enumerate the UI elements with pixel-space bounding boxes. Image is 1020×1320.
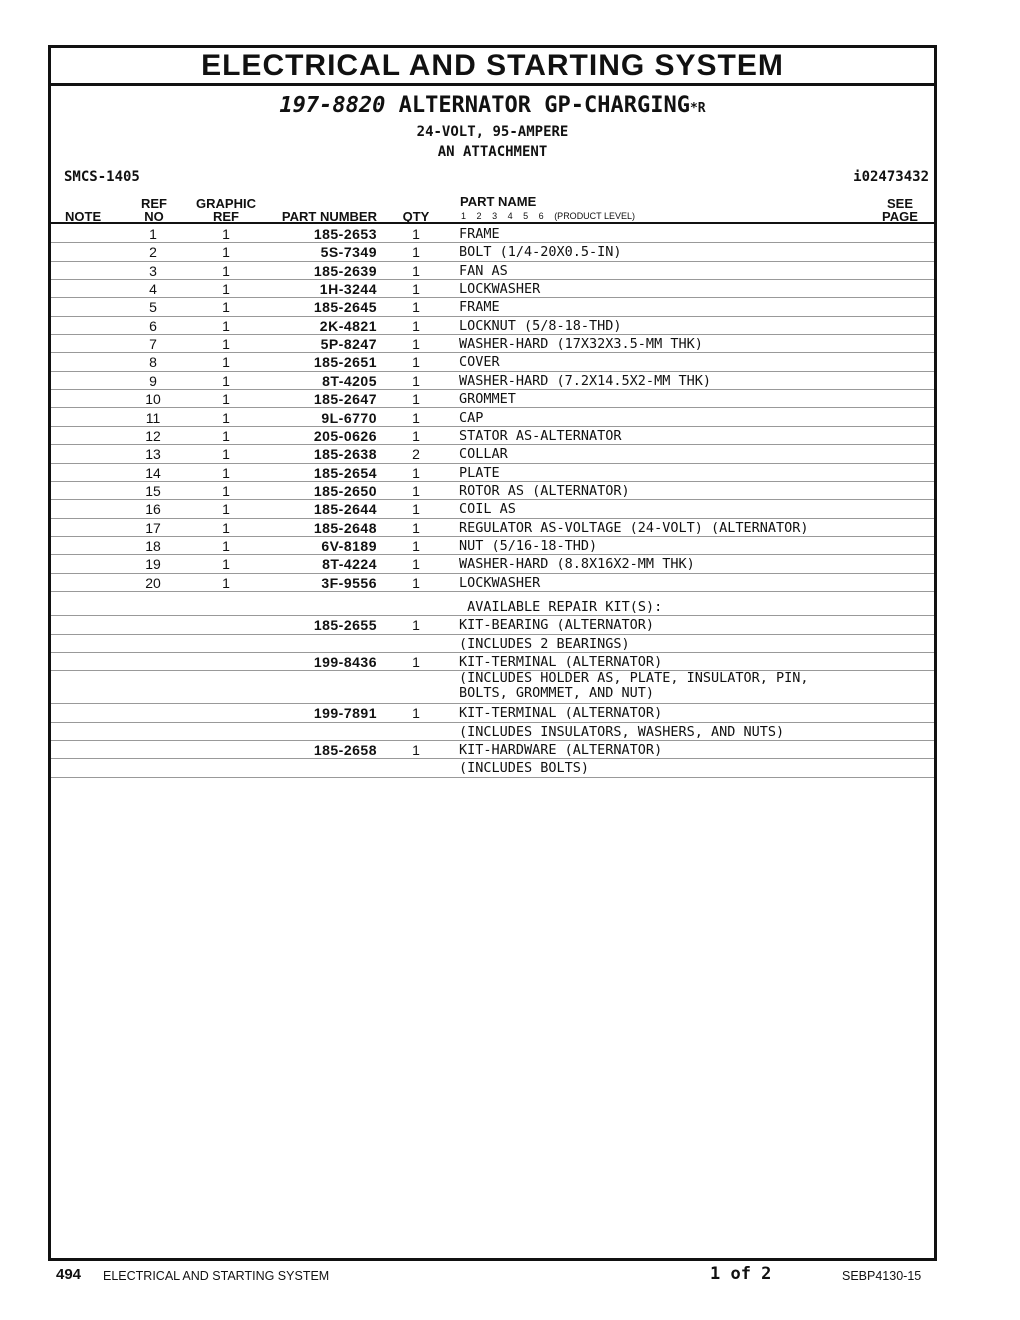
part-number: 8T-4224 [322,556,377,573]
header-ref-top: REF [141,196,167,211]
graphic-ref: 1 [222,336,230,353]
part-number: 185-2653 [313,226,377,242]
table-row [51,482,934,500]
quantity: 1 [412,741,420,758]
graphic-ref: 1 [222,501,230,518]
group-name: ALTERNATOR GP-CHARGING [398,93,690,118]
ref-no: 5 [149,299,157,316]
quantity: 1 [412,705,420,722]
table-row [51,537,934,555]
ref-no: 7 [149,336,157,353]
table-row [51,464,934,482]
part-number: 185-2654 [313,464,377,481]
footer-doc-id: SEBP4130-15 [842,1269,922,1283]
part-number: 1H-3244 [319,281,377,298]
part-name: LOCKNUT (5/8-18-THD) [459,317,622,334]
part-name: (INCLUDES INSULATORS, WASHERS, AND NUTS) [459,723,785,740]
ref-no: 2 [149,244,157,261]
quantity: 1 [412,354,420,371]
graphic-ref: 1 [222,372,230,389]
graphic-ref: 1 [222,299,230,316]
graphic-ref: 1 [222,281,230,298]
header-note: NOTE [65,209,102,224]
footer-section: ELECTRICAL AND STARTING SYSTEM [103,1269,330,1283]
part-number: 9L-6770 [321,409,377,426]
quantity: 1 [412,299,420,316]
part-name: FRAME [459,226,500,242]
quantity: 1 [412,244,420,261]
table-row [51,409,934,427]
header-graphic-top: GRAPHIC [196,196,256,211]
graphic-ref: 1 [222,482,230,499]
quantity: 1 [412,372,420,389]
graphic-ref: 1 [222,354,230,371]
part-name: PLATE [459,464,500,481]
part-name: CAP [459,409,484,426]
table-row [51,317,934,335]
header-see-bottom: PAGE [882,209,918,224]
part-name: KIT-HARDWARE (ALTERNATOR) [459,741,663,758]
header-divider [51,222,934,224]
quantity: 1 [412,556,420,573]
page-frame [48,45,937,1261]
ref-no: 6 [149,317,157,334]
part-name: FAN AS [459,262,508,279]
product-level-6: 6 [538,211,544,221]
part-number: 185-2644 [313,501,377,518]
ref-no: 8 [149,354,157,371]
kit-row [51,704,934,722]
group-attachment: AN ATTACHMENT [437,144,548,160]
product-level-2: 2 [476,211,482,221]
ref-no: 13 [145,446,161,463]
ref-no: 11 [145,409,161,426]
product-level-5: 5 [523,211,529,221]
table-row [51,225,934,243]
quantity: 1 [412,574,420,591]
ref-no: 4 [149,281,157,298]
quantity: 1 [412,464,420,481]
header-ref-bottom: NO [144,209,164,224]
part-name: (INCLUDES HOLDER AS, PLATE, INSULATOR, PIN, BOLTS, GROMMET, AND NUT) [459,670,809,701]
part-number: 205-0626 [313,427,377,444]
graphic-ref: 1 [222,226,230,242]
ref-no: 18 [145,537,161,554]
group-title [51,93,934,122]
section-title: ELECTRICAL AND STARTING SYSTEM [51,48,934,86]
part-name: COVER [459,354,500,371]
footer-page-number: 494 [56,1266,82,1283]
part-name: REGULATOR AS-VOLTAGE (24-VOLT) (ALTERNATOR) [459,519,809,536]
part-name: LOCKWASHER [459,574,541,591]
part-number: 199-7891 [313,705,377,722]
header-graphic-bottom: REF [213,209,239,224]
ref-no: 12 [145,427,161,444]
graphic-ref: 1 [222,556,230,573]
graphic-ref: 1 [222,427,230,444]
graphic-ref: 1 [222,464,230,481]
ref-no: 17 [145,519,161,536]
table-row [51,353,934,371]
group-suffix: *R [689,101,706,116]
table-row [51,427,934,445]
part-name: ROTOR AS (ALTERNATOR) [459,482,630,499]
graphic-ref: 1 [222,391,230,408]
part-number: 5S-7349 [320,244,377,261]
quantity: 1 [412,654,420,671]
table-row [51,243,934,261]
ref-no: 9 [149,372,157,389]
kit-row [51,723,934,741]
quantity: 1 [412,537,420,554]
group-spec: 24-VOLT, 95-AMPERE [416,124,569,140]
kits-heading-row [51,598,934,616]
part-number: 8T-4205 [322,372,377,389]
kit-row [51,616,934,634]
part-name: WASHER-HARD (17X32X3.5-MM THK) [459,336,703,353]
part-number: 5P-8247 [320,336,377,353]
graphic-ref: 1 [222,244,230,261]
table-row [51,390,934,408]
ref-no: 1 [149,226,157,242]
part-name: COLLAR [459,446,508,463]
graphic-ref: 1 [222,317,230,334]
kit-row [51,635,934,653]
part-number: 185-2651 [313,354,377,371]
part-name: COIL AS [459,501,516,518]
product-level-scale [461,211,643,221]
table-row [51,445,934,463]
table-row [51,262,934,280]
part-name: (INCLUDES BOLTS) [459,760,590,777]
kit-row [51,759,934,777]
quantity: 1 [412,519,420,536]
footer-page-of: 1 of 2 [710,1264,772,1284]
part-number: 6V-8189 [321,537,377,554]
header-qty: QTY [402,209,430,224]
kit-row [51,741,934,759]
ref-no: 20 [145,574,161,591]
part-number: 2K-4821 [319,317,377,334]
table-row [51,372,934,390]
part-name: KIT-TERMINAL (ALTERNATOR) [459,654,663,671]
part-name: GROMMET [459,391,516,408]
kits-heading: AVAILABLE REPAIR KIT(S): [459,599,663,615]
header-part-name: PART NAME [460,194,537,209]
part-number: 199-8436 [313,654,377,671]
part-number: 185-2658 [313,741,377,758]
table-row [51,555,934,573]
ref-no: 16 [145,501,161,518]
part-name: LOCKWASHER [459,281,541,298]
part-number: 185-2650 [313,482,377,499]
kit-row [51,653,934,671]
quantity: 1 [412,482,420,499]
part-name: KIT-BEARING (ALTERNATOR) [459,617,655,634]
quantity: 1 [412,317,420,334]
part-number: 3F-9556 [321,574,377,591]
part-name: STATOR AS-ALTERNATOR [459,427,622,444]
part-number: 185-2645 [313,299,377,316]
part-number: 185-2639 [313,262,377,279]
smcs-code: SMCS-1405 [64,169,140,185]
product-level-3: 3 [492,211,498,221]
group-number: 197-8820 [279,93,386,118]
quantity: 1 [412,262,420,279]
part-number: 185-2648 [313,519,377,536]
part-name: BOLT (1/4-20X0.5-IN) [459,244,622,261]
graphic-ref: 1 [222,519,230,536]
part-number: 185-2638 [313,446,377,463]
graphic-ref: 1 [222,537,230,554]
part-name: WASHER-HARD (8.8X16X2-MM THK) [459,556,695,573]
quantity: 1 [412,336,420,353]
table-row [51,298,934,316]
graphic-ref: 1 [222,409,230,426]
quantity: 1 [412,617,420,634]
product-level-4: 4 [507,211,513,221]
ref-no: 14 [145,464,161,481]
quantity: 1 [412,391,420,408]
part-number: 185-2655 [313,617,377,634]
document-ident: i02473432 [853,169,929,185]
graphic-ref: 1 [222,446,230,463]
graphic-ref: 1 [222,262,230,279]
part-number: 185-2647 [313,391,377,408]
ref-no: 3 [149,262,157,279]
header-see-top: SEE [886,196,913,211]
quantity: 2 [412,446,420,463]
part-name: FRAME [459,299,500,316]
quantity: 1 [412,501,420,518]
product-level-label: (PRODUCT LEVEL) [554,211,636,221]
part-name: (INCLUDES 2 BEARINGS) [459,635,630,652]
table-row [51,280,934,298]
table-row [51,519,934,537]
quantity: 1 [412,281,420,298]
part-name: KIT-TERMINAL (ALTERNATOR) [459,705,663,722]
ref-no: 15 [145,482,161,499]
part-name: NUT (5/16-18-THD) [459,537,598,554]
header-part-number: PART NUMBER [281,209,377,224]
quantity: 1 [412,427,420,444]
part-name: WASHER-HARD (7.2X14.5X2-MM THK) [459,372,711,389]
quantity: 1 [412,409,420,426]
table-row [51,500,934,518]
ref-no: 19 [145,556,161,573]
product-level-1: 1 [461,211,467,221]
graphic-ref: 1 [222,574,230,591]
table-row [51,574,934,592]
table-row [51,335,934,353]
ref-no: 10 [145,391,161,408]
quantity: 1 [412,226,420,242]
kit-row [51,671,934,704]
